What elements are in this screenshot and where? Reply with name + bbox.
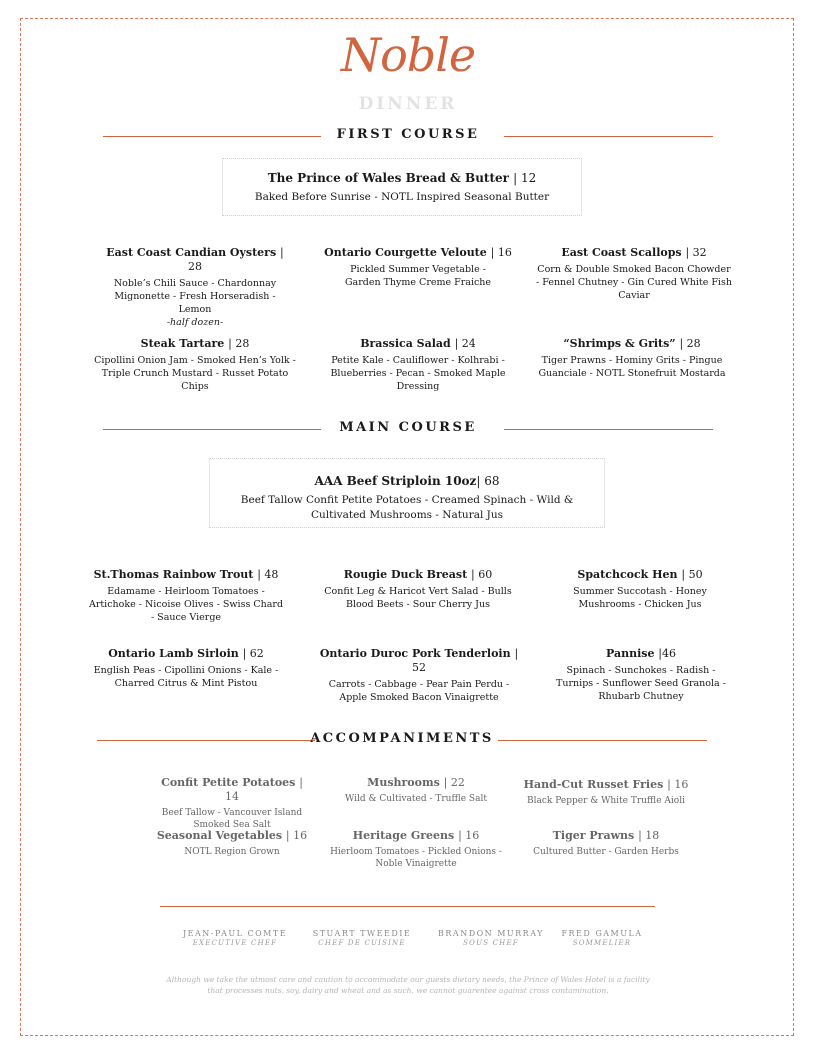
dish-description: Noble’s Chili Sauce - Chardonnay Mignonette - Fresh Horseradish - Lemon [113, 278, 277, 315]
dish-description: Edamame - Heirloom Tomatoes - Artichoke - Nicoise Olives - Swiss Chard - Sauce Vierge [88, 586, 284, 623]
dish-name: Spatchcock Hen [577, 568, 678, 581]
dish-price: | 50 [681, 568, 703, 581]
menu-item [554, 647, 728, 703]
divider-rule [498, 740, 707, 741]
dish-price: | 18 [638, 829, 660, 842]
menu-item [86, 568, 286, 624]
menu-item [520, 778, 692, 807]
dish-name: Ontario Courgette Veloute [324, 246, 487, 259]
dish-name: “Shrimps & Grits” [563, 337, 676, 350]
dish-description: Wild & Cultivated - Truffle Salt [345, 794, 487, 804]
dish-name: Confit Petite Potatoes [161, 776, 296, 789]
staff-name: FRED GAMULA [561, 929, 643, 938]
dish-name: Ontario Lamb Sirloin [108, 647, 239, 660]
featured-dish [222, 158, 582, 216]
footer-divider [160, 906, 655, 907]
dish-name: Brassica Salad [360, 337, 451, 350]
menu-subtitle: DINNER [358, 94, 458, 114]
staff-title: EXECUTIVE CHEF [192, 939, 278, 947]
dish-name: AAA Beef Striploin 10oz [314, 474, 477, 488]
dish-name: East Coast Candian Oysters [106, 246, 277, 259]
dish-price: | 12 [513, 171, 537, 185]
dish-price: | 60 [471, 568, 493, 581]
dish-description: Baked Before Sunrise - NOTL Inspired Seasonal Butter [254, 191, 550, 203]
dish-name: Pannise [605, 647, 655, 660]
dish-price: | 68 [476, 474, 500, 488]
allergen-disclaimer: Although we take the utmost care and caution to accommodate our guests dietary needs, the Prince of Wales Hotel is a facility that processes nuts, soy, dairy and wheat and as such, we cannot guarentee against cross contamination. [166, 975, 650, 995]
staff-name: STUART TWEEDIE [312, 929, 412, 938]
dish-price: | 16 [490, 246, 512, 259]
dish-name: Seasonal Vegetables [156, 829, 283, 842]
menu-item [88, 647, 284, 690]
dish-description: Beef Tallow - Vancouver Island Smoked Sea Salt [161, 808, 303, 830]
staff-title: SOMMELIER [572, 939, 632, 947]
dish-description: Hierloom Tomatoes - Pickled Onions - Noble Vinaigrette [330, 847, 502, 869]
section-header-main-course [103, 420, 713, 440]
dish-name: Tiger Prawns [552, 829, 635, 842]
dish-price: | 24 [454, 337, 476, 350]
restaurant-logo: Noble [340, 28, 476, 82]
section-header-accompaniments [97, 731, 707, 751]
divider-rule [504, 429, 713, 430]
dish-description: Cipollini Onion Jam - Smoked Hen’s Yolk - Triple Crunch Mustard - Russet Potato Chips [94, 355, 296, 392]
dish-price: | 16 [285, 829, 308, 842]
dish-price: |46 [658, 647, 676, 660]
dish-description: English Peas - Cipollini Onions - Kale - Charred Citrus & Mint Pistou [93, 665, 279, 689]
section-header-first-course [103, 127, 713, 147]
dish-description: Black Pepper & White Truffle Aioli [527, 796, 685, 806]
menu-item [536, 246, 732, 302]
dish-description: Petite Kale - Cauliflower - Kolhrabi - Blueberries - Pecan - Smoked Maple Dressing [330, 355, 506, 392]
dish-description: Beef Tallow Confit Petite Potatoes - Creamed Spinach - Wild & Cultivated Mushrooms - Natural Jus [240, 494, 574, 521]
dish-name: The Prince of Wales Bread & Butter [267, 171, 509, 185]
dish-description: Pickled Summer Vegetable - Garden Thyme Creme Fraiche [344, 264, 492, 288]
dish-price: | 22 [443, 776, 465, 789]
dish-description: Carrots - Cabbage - Pear Pain Perdu - Apple Smoked Bacon Vinaigrette [328, 679, 510, 703]
staff-credit [556, 929, 648, 947]
dish-price: | 16 [458, 829, 480, 842]
dish-name: Steak Tartare [140, 337, 225, 350]
dish-description: Summer Succotash - Honey Mushrooms - Chicken Jus [573, 586, 707, 610]
staff-title: SOUS CHEF [463, 939, 519, 947]
dish-price: | 16 [667, 778, 689, 791]
menu-item [323, 337, 513, 393]
menu-item [92, 337, 298, 393]
dish-description: Cultured Butter - Garden Herbs [533, 847, 679, 857]
dish-description: Spinach - Sunchokes - Radish - Turnips - Sunflower Seed Granola - Rhubarb Chutney [556, 665, 726, 702]
dish-price: | 52 [412, 647, 519, 674]
menu-item [313, 647, 525, 704]
dish-price: | 48 [257, 568, 279, 581]
staff-name: JEAN-PAUL COMTE [182, 929, 288, 938]
dish-price: | 28 [188, 246, 284, 273]
menu-item [156, 776, 308, 831]
dish-name: Hand-Cut Russet Fries [523, 778, 664, 791]
staff-name: BRANDON MURRAY [438, 929, 544, 938]
dish-name: Ontario Duroc Pork Tenderloin [319, 647, 511, 660]
menu-item [100, 246, 290, 329]
menu-item [336, 776, 496, 805]
menu-item [532, 337, 732, 380]
section-title: FIRST COURSE [336, 127, 480, 142]
dish-note: -half dozen- [166, 317, 224, 328]
dish-description: Corn & Double Smoked Bacon Chowder - Fennel Chutney - Gin Cured White Fish Caviar [536, 264, 732, 301]
dish-name: St.Thomas Rainbow Trout [93, 568, 254, 581]
dish-price: | 62 [242, 647, 264, 660]
section-title: ACCOMPANIMENTS [310, 731, 494, 746]
staff-credit [176, 929, 294, 947]
menu-item [552, 568, 728, 611]
section-title: MAIN COURSE [339, 420, 477, 435]
dish-name: Mushrooms [367, 776, 440, 789]
dish-price: | 28 [679, 337, 701, 350]
dish-description: Confit Leg & Haricot Vert Salad - Bulls Blood Beets - Sour Cherry Jus [324, 586, 512, 610]
menu-item [156, 829, 308, 858]
staff-credit [432, 929, 550, 947]
divider-rule [504, 136, 713, 137]
menu-item [323, 246, 513, 289]
menu-item [524, 829, 688, 858]
dish-price: | 28 [228, 337, 250, 350]
featured-dish [209, 458, 605, 528]
dish-price: | 32 [685, 246, 707, 259]
dish-description: NOTL Region Grown [184, 847, 280, 857]
dish-name: Rougie Duck Breast [343, 568, 468, 581]
dish-name: East Coast Scallops [561, 246, 682, 259]
dish-description: Tiger Prawns - Hominy Grits - Pingue Guanciale - NOTL Stonefruit Mostarda [538, 355, 726, 379]
menu-item [330, 829, 502, 870]
menu-item [318, 568, 518, 611]
dish-price: | 14 [225, 776, 303, 803]
staff-title: CHEF DE CUISINE [318, 939, 406, 947]
staff-credit [305, 929, 419, 947]
dish-name: Heritage Greens [352, 829, 455, 842]
